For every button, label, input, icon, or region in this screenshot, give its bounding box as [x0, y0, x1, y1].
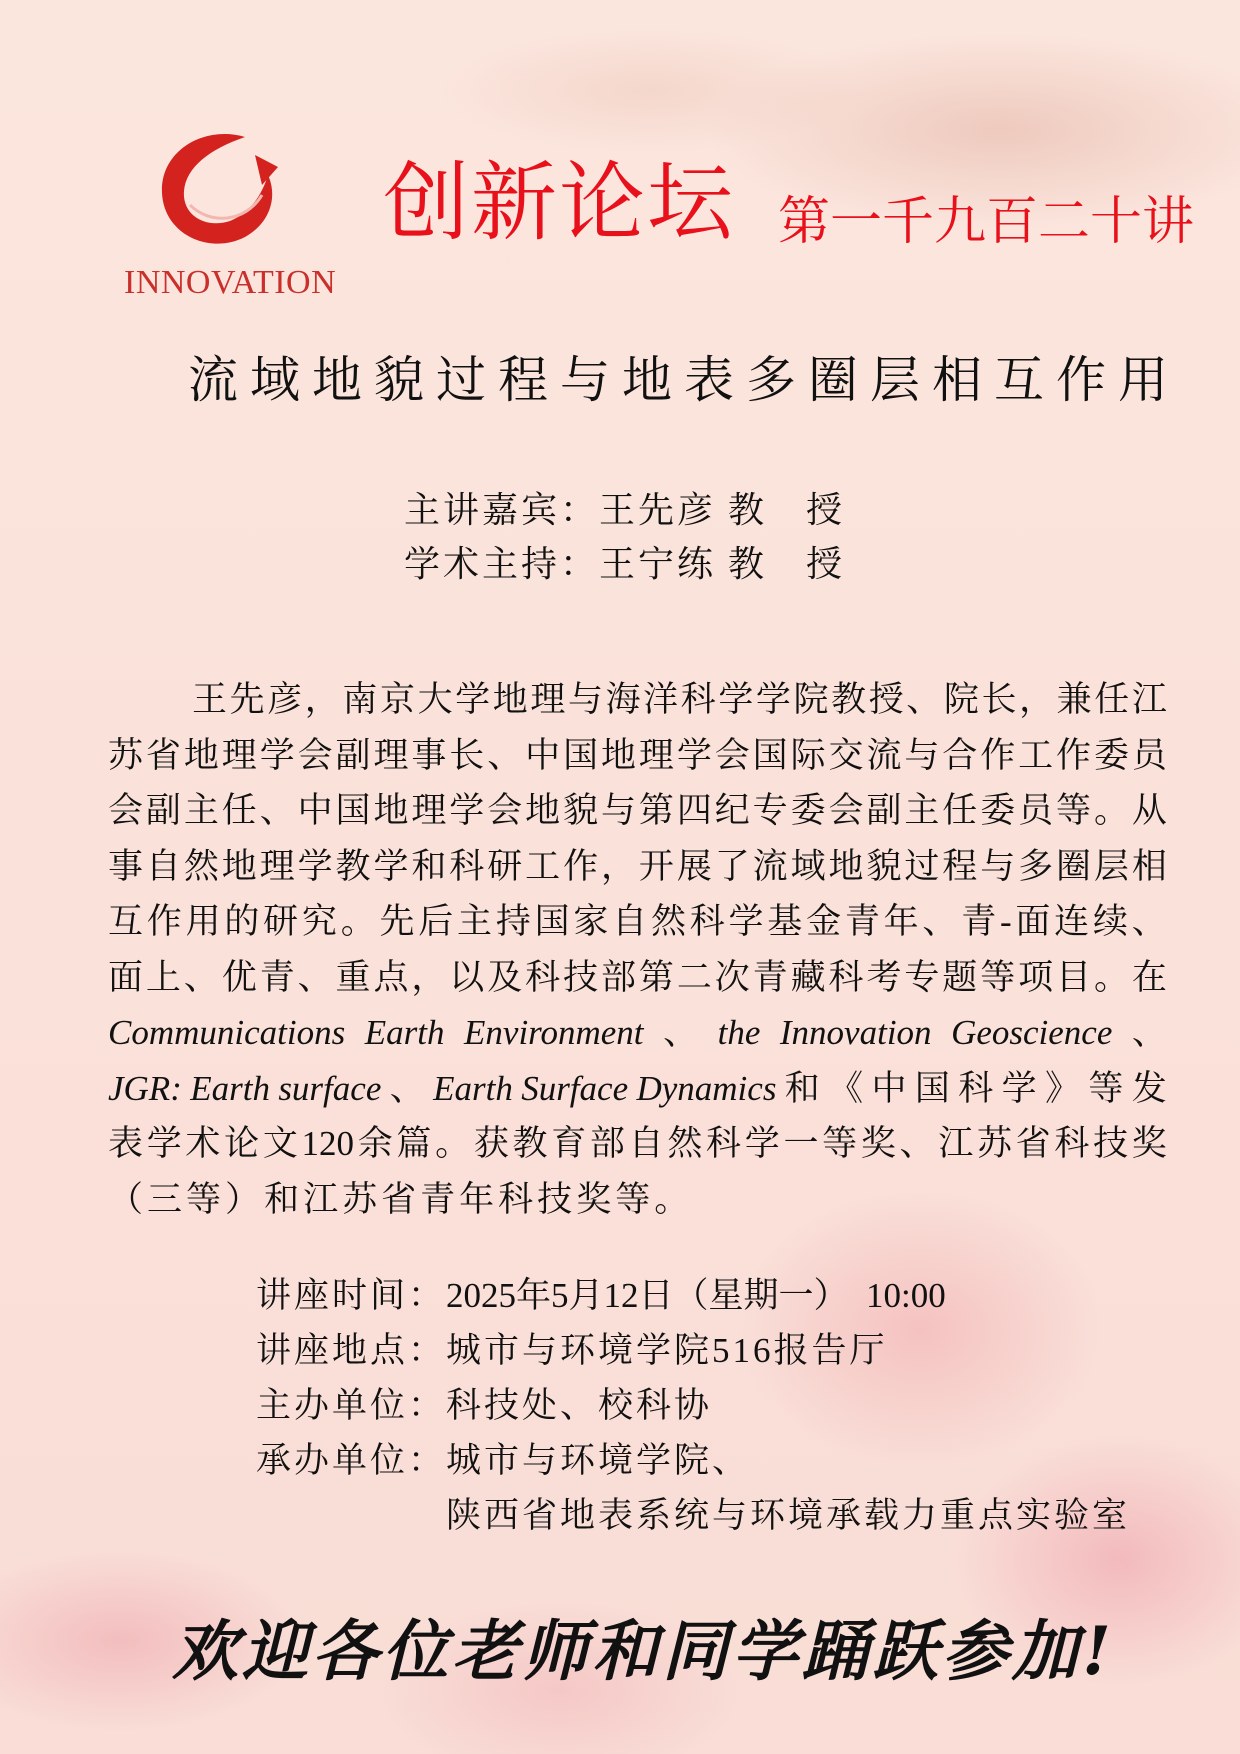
bio-text: 展: [676, 846, 712, 886]
bio-text: 120: [301, 1124, 355, 1163]
bio-text: 等: [186, 1179, 226, 1219]
bio-text: 理: [373, 735, 409, 775]
bio-journal-word: Environment: [464, 1013, 644, 1052]
logo-text: INNOVATION: [124, 264, 337, 301]
bio-text: 家: [573, 902, 609, 941]
bio-text: 藏: [790, 957, 826, 997]
bio-text: 等: [822, 1124, 858, 1163]
bio-text: 奖: [1131, 1124, 1167, 1163]
bio-text: 学: [744, 1124, 780, 1163]
bio-text: 任: [942, 791, 978, 830]
bio-text: 工: [525, 846, 561, 886]
bio-text: 基: [767, 902, 803, 941]
bio-journal-word: the: [717, 1013, 761, 1052]
bio-text: 优: [221, 957, 257, 997]
bio-text: 获: [473, 1124, 509, 1163]
bio-text: 院: [943, 680, 979, 719]
bio-text: 国: [563, 735, 599, 775]
bio-text: 副: [866, 791, 902, 830]
time-value: 2025年5月12日（星期一） 10:00: [446, 1276, 946, 1315]
bio-text: 用: [185, 902, 221, 941]
bio-text: 余: [357, 1124, 393, 1163]
bio-text: 与: [904, 735, 940, 775]
bio-text: 程: [942, 846, 978, 886]
bio-text: 貌: [563, 791, 599, 830]
bio-text: 任: [1094, 680, 1130, 719]
bio-text: 技: [537, 1179, 577, 1219]
bio-text: 层: [1093, 846, 1129, 886]
organizer-row: [256, 1378, 1130, 1433]
bio-text: 学: [728, 902, 764, 941]
bio-journal-word: Geoscience: [951, 1013, 1113, 1052]
bio-text: 奖: [576, 1179, 616, 1219]
indent: [256, 1488, 446, 1543]
bio-text: 等: [980, 957, 1016, 997]
bio-text: 和: [411, 846, 447, 886]
bio-text: 面: [1015, 902, 1051, 941]
bio-text: 学: [297, 846, 333, 886]
bio-text: 彦: [267, 680, 303, 719]
bio-text: 员: [1018, 791, 1054, 830]
bio-text: 、: [487, 735, 523, 775]
bio-text: 中: [297, 791, 333, 830]
co-organizer-value-2: 陕西省地表系统与环境承载力重点实验室: [446, 1496, 1131, 1535]
bio-text: 学: [676, 735, 712, 775]
bio-text: 。: [1093, 791, 1129, 830]
bio-text: 学: [146, 1124, 182, 1163]
bio-text: 任: [221, 791, 257, 830]
bio-text: 项: [1018, 957, 1054, 997]
bio-text: 作: [1056, 735, 1092, 775]
bio-text: 理: [259, 846, 295, 886]
bio-text: 表: [108, 1124, 144, 1163]
bio-text: 目: [1056, 957, 1092, 997]
bio-text: 的: [224, 902, 260, 941]
bio-text: ，: [304, 680, 340, 719]
bio-text: 主: [183, 791, 219, 830]
bio-text: 术: [185, 1124, 221, 1163]
bio-text: 论: [224, 1124, 260, 1163]
bio-text: 、: [899, 1124, 935, 1163]
bio-text: 国: [914, 1068, 950, 1108]
bio-text: 年: [459, 1179, 499, 1219]
bio-text: 自: [145, 846, 181, 886]
bio-journal-word: JGR:: [108, 1068, 182, 1108]
lecture-number: 第一千九百二十讲: [778, 192, 1195, 252]
bio-text: 第: [638, 791, 674, 830]
place-value: 城市与环境学院516报告厅: [446, 1331, 888, 1370]
bio-text: 文: [262, 1124, 298, 1163]
bio-text: 与: [980, 846, 1016, 886]
bio-text: 大: [417, 680, 453, 719]
bio-text: 江: [1131, 680, 1167, 719]
bio-text: 自: [612, 902, 648, 941]
bio-line: [108, 783, 1167, 839]
bio-text: 地: [373, 791, 409, 830]
bio-journal-word: Earth: [433, 1068, 513, 1108]
bio-text: 会: [714, 735, 750, 775]
bio-text: 地: [183, 735, 219, 775]
bio-line: [108, 1005, 1167, 1061]
bio-text: 工: [1018, 735, 1054, 775]
bio-line: [108, 894, 1167, 950]
bio-text: 考: [866, 957, 902, 997]
bio-text: 连: [1054, 902, 1090, 941]
bio-text: 科: [1054, 1124, 1090, 1163]
bio-text: 学: [455, 680, 491, 719]
bio-text: 纪: [714, 791, 750, 830]
bio-text: 面: [108, 957, 144, 997]
bio-text: 洋: [643, 680, 679, 719]
bio-text: 委: [790, 791, 826, 830]
bio-text: ）: [225, 1179, 265, 1219]
bio-text: 事: [108, 846, 144, 886]
bio-text: 、: [1131, 902, 1167, 941]
bio-text: 上: [145, 957, 181, 997]
bio-line: [108, 1116, 1167, 1172]
bio-text: 江: [938, 1124, 974, 1163]
bio-text: 。: [654, 1179, 694, 1219]
bio-text: 国: [335, 791, 371, 830]
bio-journal-word: Dynamics: [636, 1068, 777, 1108]
bio-journal-word: Earth: [190, 1068, 270, 1108]
bio-text: 作: [563, 846, 599, 886]
bio-text: 等: [1056, 791, 1092, 830]
bio-text: 技: [1093, 1124, 1129, 1163]
bio-text: 、: [183, 957, 219, 997]
bio-text: ，: [411, 957, 447, 997]
bio-text: 题: [942, 957, 978, 997]
place-row: [256, 1323, 1130, 1378]
bio-text: 交: [828, 735, 864, 775]
bio-text: 科: [689, 902, 725, 941]
bio-text: 会: [108, 791, 144, 830]
bio-text: 青: [259, 957, 295, 997]
co-organizer-label: 承办单位：: [256, 1441, 447, 1480]
bio-text: 中: [525, 735, 561, 775]
bio-text: 从: [1131, 791, 1167, 830]
bio-text: 发: [1131, 1068, 1167, 1108]
bio-text: 理: [411, 791, 447, 830]
bio-text: 与: [567, 680, 603, 719]
co-organizer-row: [256, 1433, 1130, 1488]
bio-text: 等: [615, 1179, 655, 1219]
bio-text: 苏: [108, 735, 144, 775]
bio-text: 苏: [342, 1179, 382, 1219]
bio-text: （: [108, 1179, 148, 1219]
bio-text: 部: [589, 1124, 625, 1163]
bio-text: 地: [221, 846, 257, 886]
event-info: [256, 1268, 1130, 1543]
bio-text: 等: [1088, 1068, 1124, 1108]
bio-text: 点: [373, 957, 409, 997]
bio-text: 究: [301, 902, 337, 941]
bio-text: 科: [958, 1068, 994, 1108]
bio-line: [108, 1172, 1167, 1228]
talk-title: 流域地貌过程与地表多圈层相互作用: [188, 352, 1180, 408]
speaker-row: [404, 483, 845, 537]
bio-text: 会: [828, 791, 864, 830]
bio-text: 域: [790, 846, 826, 886]
bio-text: 然: [650, 902, 686, 941]
bio-text: 省: [381, 1179, 421, 1219]
people-section: [404, 483, 845, 591]
bio-text: 然: [667, 1124, 703, 1163]
forum-title: 创新论坛: [383, 153, 735, 253]
time-label: 讲座时间：: [256, 1276, 447, 1315]
bio-text: 青: [961, 902, 997, 941]
bio-text: 会: [487, 791, 523, 830]
bio-text: 江: [303, 1179, 343, 1219]
bio-text: 重: [335, 957, 371, 997]
bio-text: 部: [600, 957, 636, 997]
bio-text: 金: [806, 902, 842, 941]
bio-text: 与: [600, 791, 636, 830]
bio-text: 员: [1131, 735, 1167, 775]
bio-text: 青: [420, 1179, 460, 1219]
bio-text: ，: [1019, 680, 1055, 719]
bio-text: 。: [1093, 957, 1129, 997]
place-label: 讲座地点：: [256, 1331, 447, 1370]
bio-text: 、: [297, 957, 333, 997]
bio-text: 苏: [976, 1124, 1012, 1163]
bio-text: 第: [638, 957, 674, 997]
bio-text: 科: [449, 846, 485, 886]
bio-text: 国: [534, 902, 570, 941]
bio-journal-word: Innovation: [779, 1013, 932, 1052]
bio-text: 京: [379, 680, 415, 719]
bio-text: 理: [638, 735, 674, 775]
bio-text: 作: [146, 902, 182, 941]
bio-text: 中: [871, 1068, 907, 1108]
bio-text: 科: [706, 1124, 742, 1163]
speaker-bio: [108, 672, 1167, 1227]
innovation-logo-icon: [150, 125, 290, 255]
bio-line: [108, 728, 1167, 784]
bio-text: 后: [418, 902, 454, 941]
bio-text: 学: [373, 846, 409, 886]
bio-text: 教: [335, 846, 371, 886]
bio-text: -: [999, 902, 1012, 941]
bio-text: 年: [883, 902, 919, 941]
bio-text: 科: [828, 957, 864, 997]
bio-text: 持: [495, 902, 531, 941]
bio-text: 在: [1131, 957, 1167, 997]
bio-text: 续: [1092, 902, 1128, 941]
bio-text: 作: [980, 735, 1016, 775]
bio-text: 貌: [866, 846, 902, 886]
bio-text: 先: [229, 680, 265, 719]
bio-text: 奖: [860, 1124, 896, 1163]
bio-text: 学: [755, 680, 791, 719]
bio-text: 。: [340, 902, 376, 941]
bio-text: 专: [904, 957, 940, 997]
co-organizer-value-1: 城市与环境学院、: [446, 1441, 751, 1480]
host-row: [404, 537, 845, 591]
bio-text: 和: [264, 1179, 304, 1219]
organizer-label: 主办单位：: [256, 1386, 447, 1425]
bio-text: 科: [525, 957, 561, 997]
bio-text: 合: [942, 735, 978, 775]
organizer-value: 科技处、校科协: [446, 1386, 713, 1425]
bio-text: 以: [449, 957, 485, 997]
bio-text: 副: [335, 735, 371, 775]
speaker-label: 主讲嘉宾：: [404, 490, 600, 530]
bio-text: 副: [145, 791, 181, 830]
bio-text: 教: [512, 1124, 548, 1163]
bio-text: 技: [563, 957, 599, 997]
bio-text: 事: [411, 735, 447, 775]
bio-text: 学: [1001, 1068, 1037, 1108]
bio-text: 授: [868, 680, 904, 719]
bio-text: 》: [1045, 1068, 1081, 1108]
bio-journal-word: Communications: [108, 1013, 346, 1052]
bio-text: 兼: [1056, 680, 1092, 719]
bio-text: 学: [718, 680, 754, 719]
bio-text: 然: [183, 846, 219, 886]
bio-text: 互: [108, 902, 144, 941]
bio-text: 育: [551, 1124, 587, 1163]
bio-text: 和: [784, 1068, 820, 1108]
bio-text: 二: [676, 957, 712, 997]
bio-text: 、: [663, 1013, 699, 1052]
bio-text: 省: [1015, 1124, 1051, 1163]
bio-text: 及: [487, 957, 523, 997]
bio-text: 省: [145, 735, 181, 775]
bio-text: 会: [297, 735, 333, 775]
bio-text: 、: [259, 791, 295, 830]
bio-text: 国: [752, 735, 788, 775]
speaker-name: 王先彦 教 授: [599, 490, 846, 530]
bio-text: 科: [680, 680, 716, 719]
bio-journal-word: Earth: [364, 1013, 445, 1052]
bio-text: 三: [147, 1179, 187, 1219]
bio-text: 、: [922, 902, 958, 941]
bio-text: 流: [866, 735, 902, 775]
bio-text: 多: [1018, 846, 1054, 886]
bio-text: 际: [790, 735, 826, 775]
bio-text: 《: [828, 1068, 864, 1108]
host-label: 学术主持：: [404, 544, 600, 584]
bio-text: 学: [449, 791, 485, 830]
bio-text: ，: [600, 846, 636, 886]
bio-text: 专: [752, 791, 788, 830]
bio-text: 长: [449, 735, 485, 775]
bio-text: 先: [379, 902, 415, 941]
bio-text: 院: [793, 680, 829, 719]
bio-text: 相: [1131, 846, 1167, 886]
bio-text: 地: [600, 735, 636, 775]
bio-text: 地: [492, 680, 528, 719]
bio-line: [108, 672, 1167, 728]
bio-text: 长: [981, 680, 1017, 719]
bio-text: 研: [487, 846, 523, 886]
bio-text: 理: [530, 680, 566, 719]
bio-text: 、: [389, 1068, 425, 1108]
bio-text: 、: [906, 680, 942, 719]
bio-journal-word: surface: [278, 1068, 382, 1108]
bio-text: 四: [676, 791, 712, 830]
bio-text: 、: [1131, 1013, 1167, 1052]
bio-text: 研: [263, 902, 299, 941]
bio-text: 主: [904, 791, 940, 830]
bio-text: 委: [980, 791, 1016, 830]
bio-text: 篇: [396, 1124, 432, 1163]
bio-text: 流: [752, 846, 788, 886]
bio-text: 科: [498, 1179, 538, 1219]
bio-text: 青: [752, 957, 788, 997]
bio-text: 圈: [1056, 846, 1092, 886]
co-organizer-row-2: [256, 1488, 1130, 1543]
bio-line: [108, 839, 1167, 895]
bio-text: 委: [1093, 735, 1129, 775]
bio-journal-word: Surface: [521, 1068, 629, 1108]
bio-text: 次: [714, 957, 750, 997]
time-row: [256, 1268, 1130, 1323]
bio-text: 主: [457, 902, 493, 941]
host-name: 王宁练 教 授: [599, 544, 846, 584]
bio-text: 地: [525, 791, 561, 830]
bio-text: 学: [259, 735, 295, 775]
bio-text: 王: [192, 680, 228, 719]
bio-text: 一: [783, 1124, 819, 1163]
bio-line: [108, 1061, 1167, 1117]
bio-text: 地: [828, 846, 864, 886]
bio-text: 理: [221, 735, 257, 775]
bio-text: 青: [844, 902, 880, 941]
bio-text: 教: [831, 680, 867, 719]
bio-text: 开: [638, 846, 674, 886]
bio-text: 自: [628, 1124, 664, 1163]
bio-text: 南: [342, 680, 378, 719]
bio-text: 了: [714, 846, 750, 886]
bio-text: 过: [904, 846, 940, 886]
welcome-footer: 欢迎各位老师和同学踊跃参加!: [172, 1612, 1115, 1690]
bio-text: 海: [605, 680, 641, 719]
bio-line: [108, 950, 1167, 1006]
bio-text: 。: [435, 1124, 471, 1163]
